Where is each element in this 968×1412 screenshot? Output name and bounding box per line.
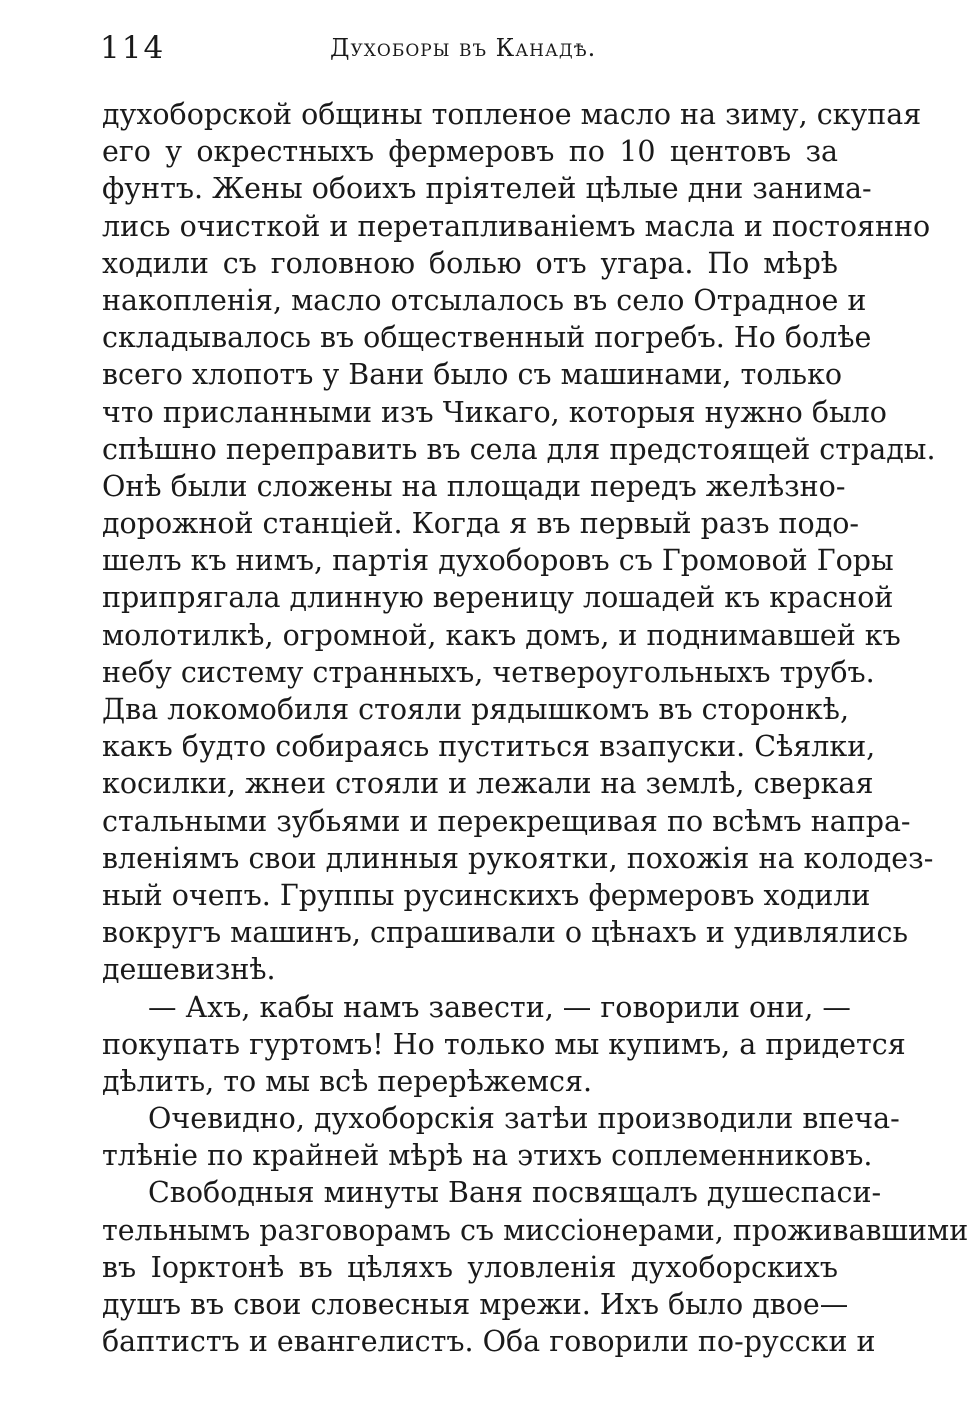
text-line: косилки, жнеи стояли и лежали на землѣ, сверкая <box>102 767 874 801</box>
text-line: спѣшно переправить въ села для предстоящей страды. <box>102 432 936 466</box>
text-line: складывалось въ общественный погребъ. Но болѣе <box>102 321 872 355</box>
text-line: тельнымъ разговорамъ съ миссіонерами, проживавшими <box>102 1213 968 1247</box>
text-line: накопленія, масло отсылалось въ село Отрадное и <box>102 283 867 317</box>
text-line: Очевидно, духоборскія затѣи производили впеча- <box>148 1102 900 1136</box>
text-line: — Ахъ, кабы намъ завести, — говорили они, — <box>148 990 851 1024</box>
running-title: Духоборы въ Канадѣ. <box>330 34 597 62</box>
text-line: лись очисткой и перетапливаніемъ масла и постоянно <box>102 209 931 243</box>
text-line: вокругъ машинъ, спрашивали о цѣнахъ и удивлялись <box>102 916 908 950</box>
text-line: тлѣніе по крайней мѣрѣ на этихъ соплеменниковъ. <box>102 1139 873 1173</box>
text-line: душъ въ свои словесныя мрежи. Ихъ было двое— <box>102 1288 849 1321</box>
text-line: дорожной станціей. Когда я въ первый разъ подо- <box>102 507 860 541</box>
text-line: ходили съ головною болью отъ угара. По мѣрѣ <box>102 246 838 280</box>
running-head <box>100 30 840 70</box>
text-line: припрягала длинную вереницу лошадей къ красной <box>102 581 894 615</box>
text-line: небу систему странныхъ, четвероугольныхъ трубъ. <box>102 655 875 689</box>
text-line: какъ будто собираясь пуститься взапуски. Сѣялки, <box>102 730 876 764</box>
text-line: ный очепъ. Группы русинскихъ фермеровъ ходили <box>102 878 871 912</box>
text-line: его у окрестныхъ фермеровъ по 10 центовъ за <box>102 135 838 169</box>
body-text <box>102 96 968 1360</box>
page-number: 114 <box>100 30 166 66</box>
text-line: что присланными изъ Чикаго, которыя нужно было <box>102 395 887 429</box>
text-line: стальными зубьями и перекрещивая по всѣмъ напра- <box>102 804 911 838</box>
text-line: покупать гуртомъ! Но только мы купимъ, а придется <box>102 1027 906 1061</box>
text-line: всего хлопотъ у Вани было съ машинами, только <box>102 358 843 392</box>
text-line: молотилкѣ, огромной, какъ домъ, и поднимавшей къ <box>102 618 901 652</box>
text-line: дѣлить, то мы всѣ перерѣжемся. <box>102 1064 593 1098</box>
text-line: Онѣ были сложены на площади передъ желѣзно- <box>102 469 846 503</box>
text-line: Два локомобиля стояли рядышкомъ въ сторонкѣ, <box>102 693 850 726</box>
text-line: шелъ къ нимъ, партія духоборовъ съ Громовой Горы <box>102 544 894 578</box>
text-line: духоборской общины топленое масло на зиму, скупая <box>102 98 922 131</box>
text-line: баптистъ и евангелистъ. Оба говорили по-русски и <box>102 1325 876 1359</box>
text-line: дешевизнѣ. <box>102 953 276 987</box>
text-line: вленіямъ свои длинныя рукоятки, похожія на колодез- <box>102 841 934 875</box>
text-line: фунтъ. Жены обоихъ пріятелей цѣлые дни занима- <box>102 172 872 206</box>
text-line: въ Іорктонѣ въ цѣляхъ уловленія духоборскихъ <box>102 1250 838 1284</box>
text-line: Свободныя минуты Ваня посвящалъ душеспаси- <box>148 1176 882 1210</box>
